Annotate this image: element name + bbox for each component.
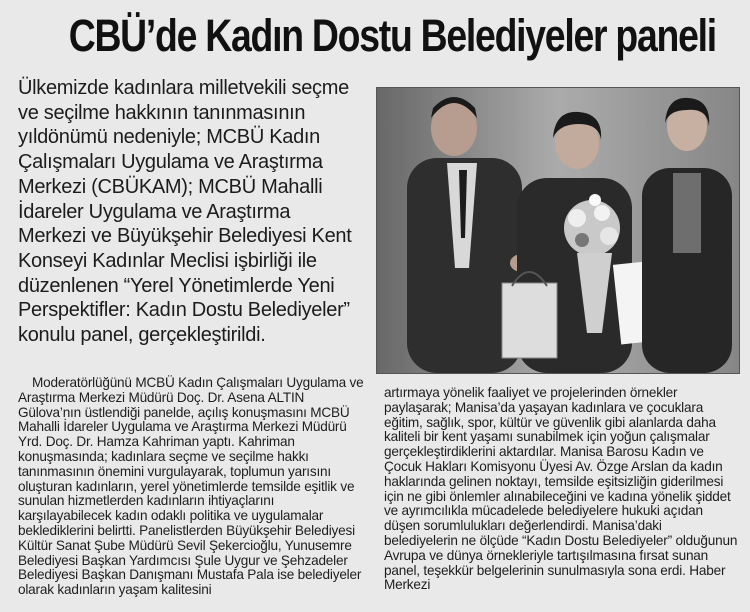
article-photo [376,87,740,374]
article-lead: Ülkemizde kadınlara milletvekili seçme ve seçilme hakkının tanınmasının yıldönümü nedeniyle; MCBÜ Kadın Çalışmaları Uygulama ve Araştırma Merkezi (CBÜKAM); MCBÜ Mahalli İdareler Uygulama ve Araştırma Merkezi ve Büyükşehir Belediyesi Kent Konseyi Kadınlar Meclisi işbirliği ile düzenlenen “Yerel Yönetimlerde Yeni Perspektifler: Kadın Dostu Belediyeler” konulu panel, gerçekleştirildi. [18,77,352,347]
article-headline: CBÜ’de Kadın Dostu Belediyeler paneli [68,10,716,61]
article-body-column-2: artırmaya yönelik faaliyet ve projelerinden örnekler paylaşarak; Manisa’da yaşayan kadınlara ve çocuklara eğitim, sağlık, spor, kültür ve güvenlik gibi alanlarda daha kaliteli bir kent yaşamı sunabilmek için yoğun çalışmalar gerçekleştirdiklerini aktardılar. Manisa Barosu Kadın ve Çocuk Hakları Komisyonu Üyesi Av. Özge Arslan da kadın haklarında gelinen noktayı, temsilde eşitsizliğin giderilmesi için ne gibi önlemler alınabileceğini ve kadına yönelik şiddet ve ayrımcılıkla mücadelede belediyelere hukuki açıdan düşen sorumlulukları değerlendirdi. Manisa’daki belediyelerin ne ölçüde “Kadın Dostu Belediyeler” olduğunun Avrupa ve dünya örnekleriyle tartışılmasına fırsat sunan panel, teşekkür belgelerinin sunulmasıyla sona erdi. Haber Merkezi [384,385,738,593]
article-body-column-1: Moderatörlüğünü MCBÜ Kadın Çalışmaları Uygulama ve Araştırma Merkezi Müdürü Doç. Dr. Asena ALTIN Gülova’nın üstlendiği panelde, açılış konuşmasını MCBÜ Mahalli İdareler Uygulama ve Araştırma Merkezi Müdürü Yrd. Doç. Dr. Hamza Kahriman yaptı. Kahriman konuşmasında; kadınlara seçme ve seçilme hakkı tanınmasının önemini vurgulayarak, toplumun yarısını oluşturan kadınların, yerel yönetimlerde temsilde eşitlik ve sunulan hizmetlerden kadınların ihtiyaçlarını karşılayabilecek kadın odaklı politika ve uygulamalar beklediklerini belirtti. Panelistlerden Büyükşehir Belediyesi Kültür Sanat Şube Müdürü Sevil Şekercioğlu, Yunusemre Belediyesi Başkan Yardımcısı Şule Uygur ve Şehzadeler Belediyesi Başkan Danışmanı Mustafa Pala ise belediyeler olarak kadınların yaşam kalitesini [18,375,364,598]
photo-illustration [377,88,739,373]
